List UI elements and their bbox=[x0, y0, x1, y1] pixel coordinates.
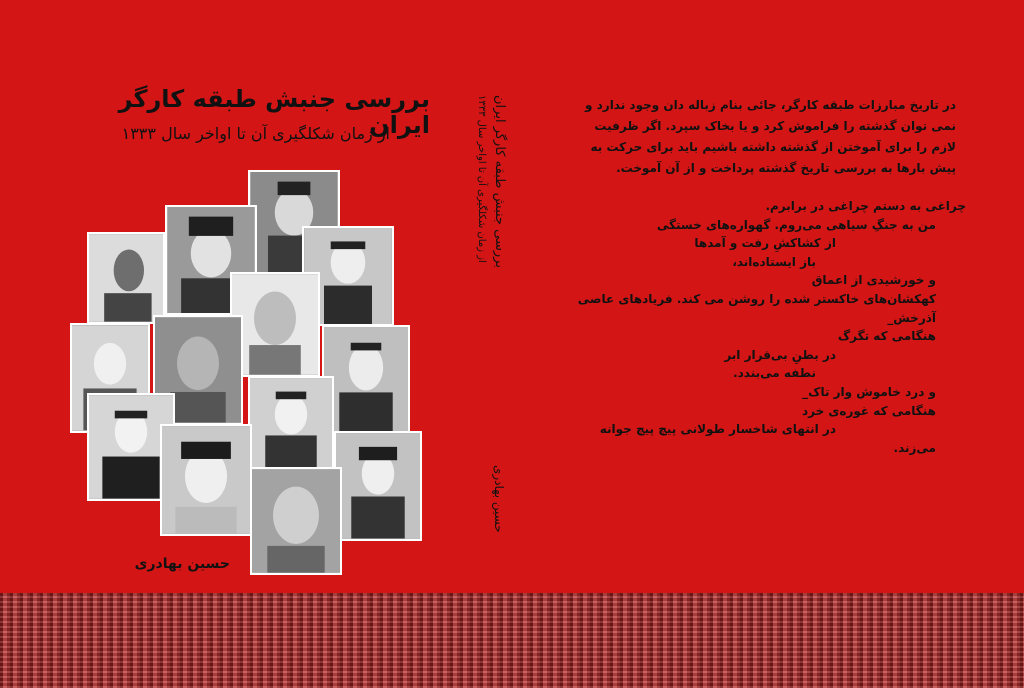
portrait-photo bbox=[250, 467, 342, 575]
poem-line: من به جنگِ سیاهی می‌روم. گهواره‌های خستگی bbox=[656, 217, 936, 232]
front-title: بررسی جنبش طبقه کارگر ایران bbox=[118, 85, 430, 140]
portrait-photo bbox=[322, 325, 410, 435]
spine-title: بررسی جنبش طبقه کارگر ایران bbox=[492, 95, 507, 268]
poem-line: نطفه می‌بندد. bbox=[733, 366, 816, 381]
poem-line: آذرخش_ bbox=[887, 310, 936, 325]
poem-line: می‌زند. bbox=[893, 440, 936, 455]
poem-line: از کشاکشِ رفت و آمدها bbox=[694, 236, 836, 251]
poem-line: در انتهای شاخسار طولانی پیچ پیچ جوانه bbox=[599, 422, 836, 437]
portrait-photo bbox=[87, 232, 165, 324]
back-cover-text bbox=[576, 95, 966, 457]
poem-line: در بطنِ بی‌قرار ابر bbox=[724, 347, 836, 362]
front-subtitle: از زمان شکلگیری آن تا اواخر سال ۱۳۳۳ bbox=[121, 124, 390, 143]
poem-line: و خورشیدی از اعماق bbox=[811, 273, 936, 288]
poem bbox=[576, 197, 966, 457]
poem-line: چراغی به دستم چراغی در برابرم. bbox=[765, 199, 966, 213]
poem-line: هنگامی که غوره‌ی خرد bbox=[801, 403, 936, 418]
poem-line: و درد خاموش وار تاک_ bbox=[802, 384, 936, 399]
spine-subtitle: از زمان شکلگیری آن تا اواخر سال ۱۳۳۳ bbox=[476, 95, 487, 263]
poem-line: کهکشان‌های خاکستر شده را روشن می کند. فریادهای عاصی bbox=[577, 291, 936, 306]
portrait-photo bbox=[248, 376, 334, 472]
portrait-photo bbox=[334, 431, 422, 541]
spine-author: حسین بهادری bbox=[492, 465, 506, 533]
back-intro: در تاریخ مبارزات طبقه کارگر، جائی بنام زباله دان وجود ندارد و نمی توان گذشته را فراموش کرد و یا بخاک سپرد. اگر ظرفیت لازم را برای آموختن از گذشته داشته باشیم باید برای حرکت به پیش بارها به بررسی تاریخ گذشته پرداخت و از آن آموخت. bbox=[584, 98, 956, 175]
portrait-photo bbox=[160, 424, 252, 536]
portrait-photo bbox=[230, 272, 320, 377]
poem-line: باز ایستاده‌اند، bbox=[732, 254, 816, 269]
front-author: حسین بهادری bbox=[134, 556, 230, 572]
poem-line: هنگامی که تگرگ bbox=[837, 329, 936, 344]
crowd-photo-band bbox=[0, 593, 1024, 688]
